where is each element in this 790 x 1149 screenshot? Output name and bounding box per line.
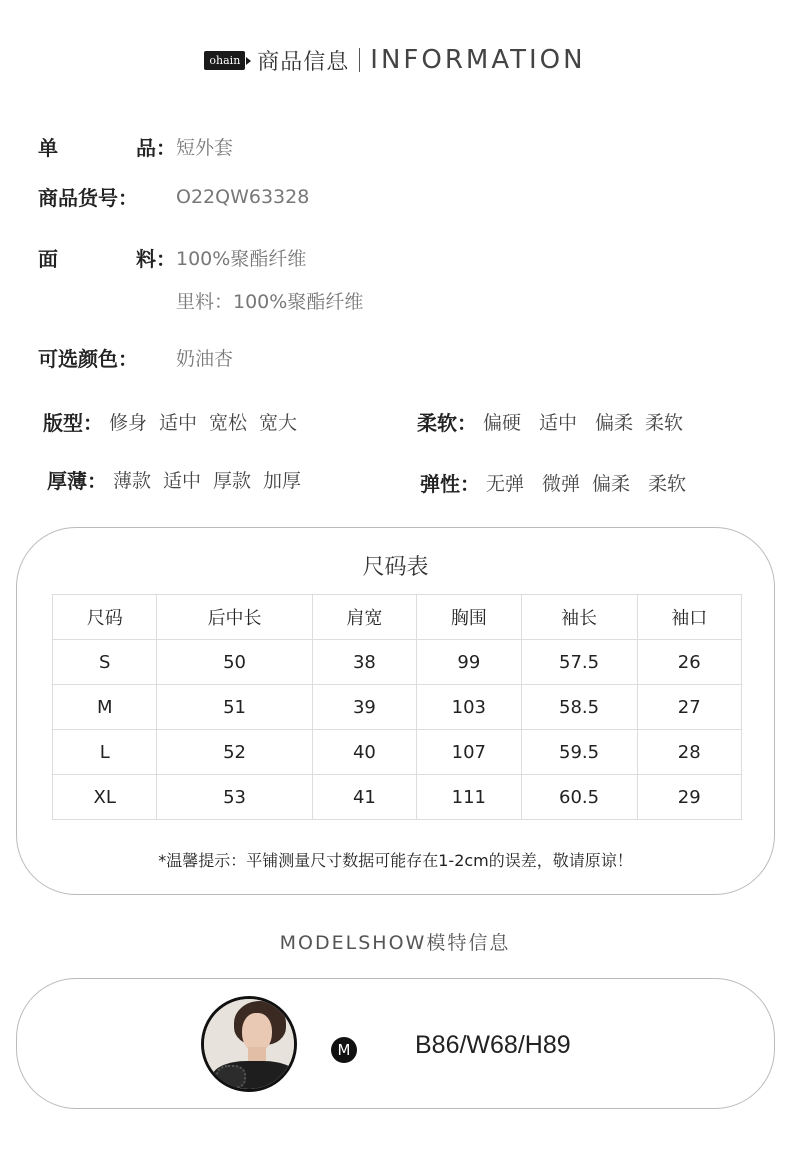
fabric-value: 100%聚酯纤维: [176, 248, 307, 270]
header-title-cn: 商品信息: [257, 49, 350, 75]
single-label: 单 品：: [38, 136, 176, 160]
attr-softness: [417, 407, 695, 436]
table-cell: 103: [417, 685, 521, 730]
elasticity-option-selected[interactable]: 微弹: [542, 469, 580, 496]
thickness-label: 厚薄：: [47, 469, 107, 493]
table-header-cell: 袖长: [521, 595, 637, 640]
softness-option-selected[interactable]: 适中: [539, 408, 577, 435]
table-header-cell: 后中长: [157, 595, 312, 640]
code-value: O22QW63328: [176, 185, 310, 208]
attr-elasticity: [420, 468, 698, 497]
softness-label: 柔软：: [417, 411, 477, 435]
table-cell: 39: [312, 685, 416, 730]
thickness-option[interactable]: 厚款: [213, 470, 252, 492]
elasticity-option[interactable]: 柔软: [648, 473, 687, 495]
thickness-option[interactable]: 加厚: [263, 470, 302, 492]
info-row-fabric: [38, 243, 306, 272]
size-chart-title: 尺码表: [362, 555, 429, 580]
softness-option[interactable]: 偏硬: [483, 412, 522, 434]
attr-thickness: [47, 465, 313, 494]
table-cell: 41: [312, 775, 416, 820]
table-cell: 52: [157, 730, 312, 775]
table-row: [53, 730, 742, 775]
table-cell: 50: [157, 640, 312, 685]
table-cell: S: [53, 640, 157, 685]
header-divider: [359, 48, 360, 72]
softness-option[interactable]: 偏柔: [595, 412, 634, 434]
info-row-code: [38, 182, 309, 211]
table-cell: 107: [417, 730, 521, 775]
table-header-row: [53, 595, 742, 640]
elasticity-option[interactable]: 偏柔: [592, 473, 631, 495]
table-cell: 38: [312, 640, 416, 685]
table-header-cell: 胸围: [417, 595, 521, 640]
model-card: [16, 978, 775, 1109]
single-value: 短外套: [176, 137, 234, 159]
fit-label: 版型：: [43, 411, 103, 435]
table-row: [53, 685, 742, 730]
size-chart-card: [16, 527, 775, 895]
table-header-cell: 袖口: [637, 595, 741, 640]
attr-fit: [43, 407, 309, 436]
brand-logo: ohain: [204, 51, 245, 70]
table-cell: 58.5: [521, 685, 637, 730]
table-cell: XL: [53, 775, 157, 820]
header-title-en: INFORMATION: [370, 45, 586, 75]
fabric-label: 面 料：: [38, 247, 176, 271]
table-cell: 51: [157, 685, 312, 730]
thickness-option-selected[interactable]: 适中: [163, 466, 201, 493]
info-row-single: [38, 132, 233, 161]
table-cell: 60.5: [521, 775, 637, 820]
softness-option[interactable]: 柔软: [645, 412, 684, 434]
elasticity-label: 弹性：: [420, 472, 480, 496]
lining-value: 里料：100%聚酯纤维: [176, 291, 364, 313]
color-label: 可选颜色：: [38, 347, 138, 371]
fit-option[interactable]: 宽大: [259, 412, 298, 434]
color-value: 奶油杏: [176, 348, 234, 370]
table-cell: 28: [637, 730, 741, 775]
table-cell: 57.5: [521, 640, 637, 685]
table-cell: 29: [637, 775, 741, 820]
model-title: MODELSHOW模特信息: [279, 932, 511, 954]
table-cell: M: [53, 685, 157, 730]
info-row-color: [38, 343, 233, 372]
table-header-cell: 尺码: [53, 595, 157, 640]
table-row: [53, 640, 742, 685]
elasticity-option[interactable]: 无弹: [486, 473, 525, 495]
table-row: [53, 775, 742, 820]
model-avatar: [201, 996, 297, 1092]
fit-option-selected[interactable]: 适中: [159, 408, 197, 435]
info-header: [0, 42, 790, 78]
table-cell: 59.5: [521, 730, 637, 775]
table-cell: 27: [637, 685, 741, 730]
model-size-badge: M: [331, 1037, 357, 1063]
table-cell: 40: [312, 730, 416, 775]
table-cell: 53: [157, 775, 312, 820]
info-row-lining: [176, 287, 363, 314]
size-table: [52, 594, 742, 820]
thickness-option[interactable]: 薄款: [113, 470, 152, 492]
size-note: *温馨提示：平铺测量尺寸数据可能存在1-2cm的误差，敬请原谅！: [158, 851, 633, 870]
code-label: 商品货号：: [38, 186, 138, 210]
table-cell: 111: [417, 775, 521, 820]
model-measurements: B86/W68/H89: [415, 1031, 571, 1059]
table-cell: 99: [417, 640, 521, 685]
fit-option[interactable]: 宽松: [209, 412, 248, 434]
table-cell: 26: [637, 640, 741, 685]
fit-option[interactable]: 修身: [109, 412, 148, 434]
table-cell: L: [53, 730, 157, 775]
table-header-cell: 肩宽: [312, 595, 416, 640]
